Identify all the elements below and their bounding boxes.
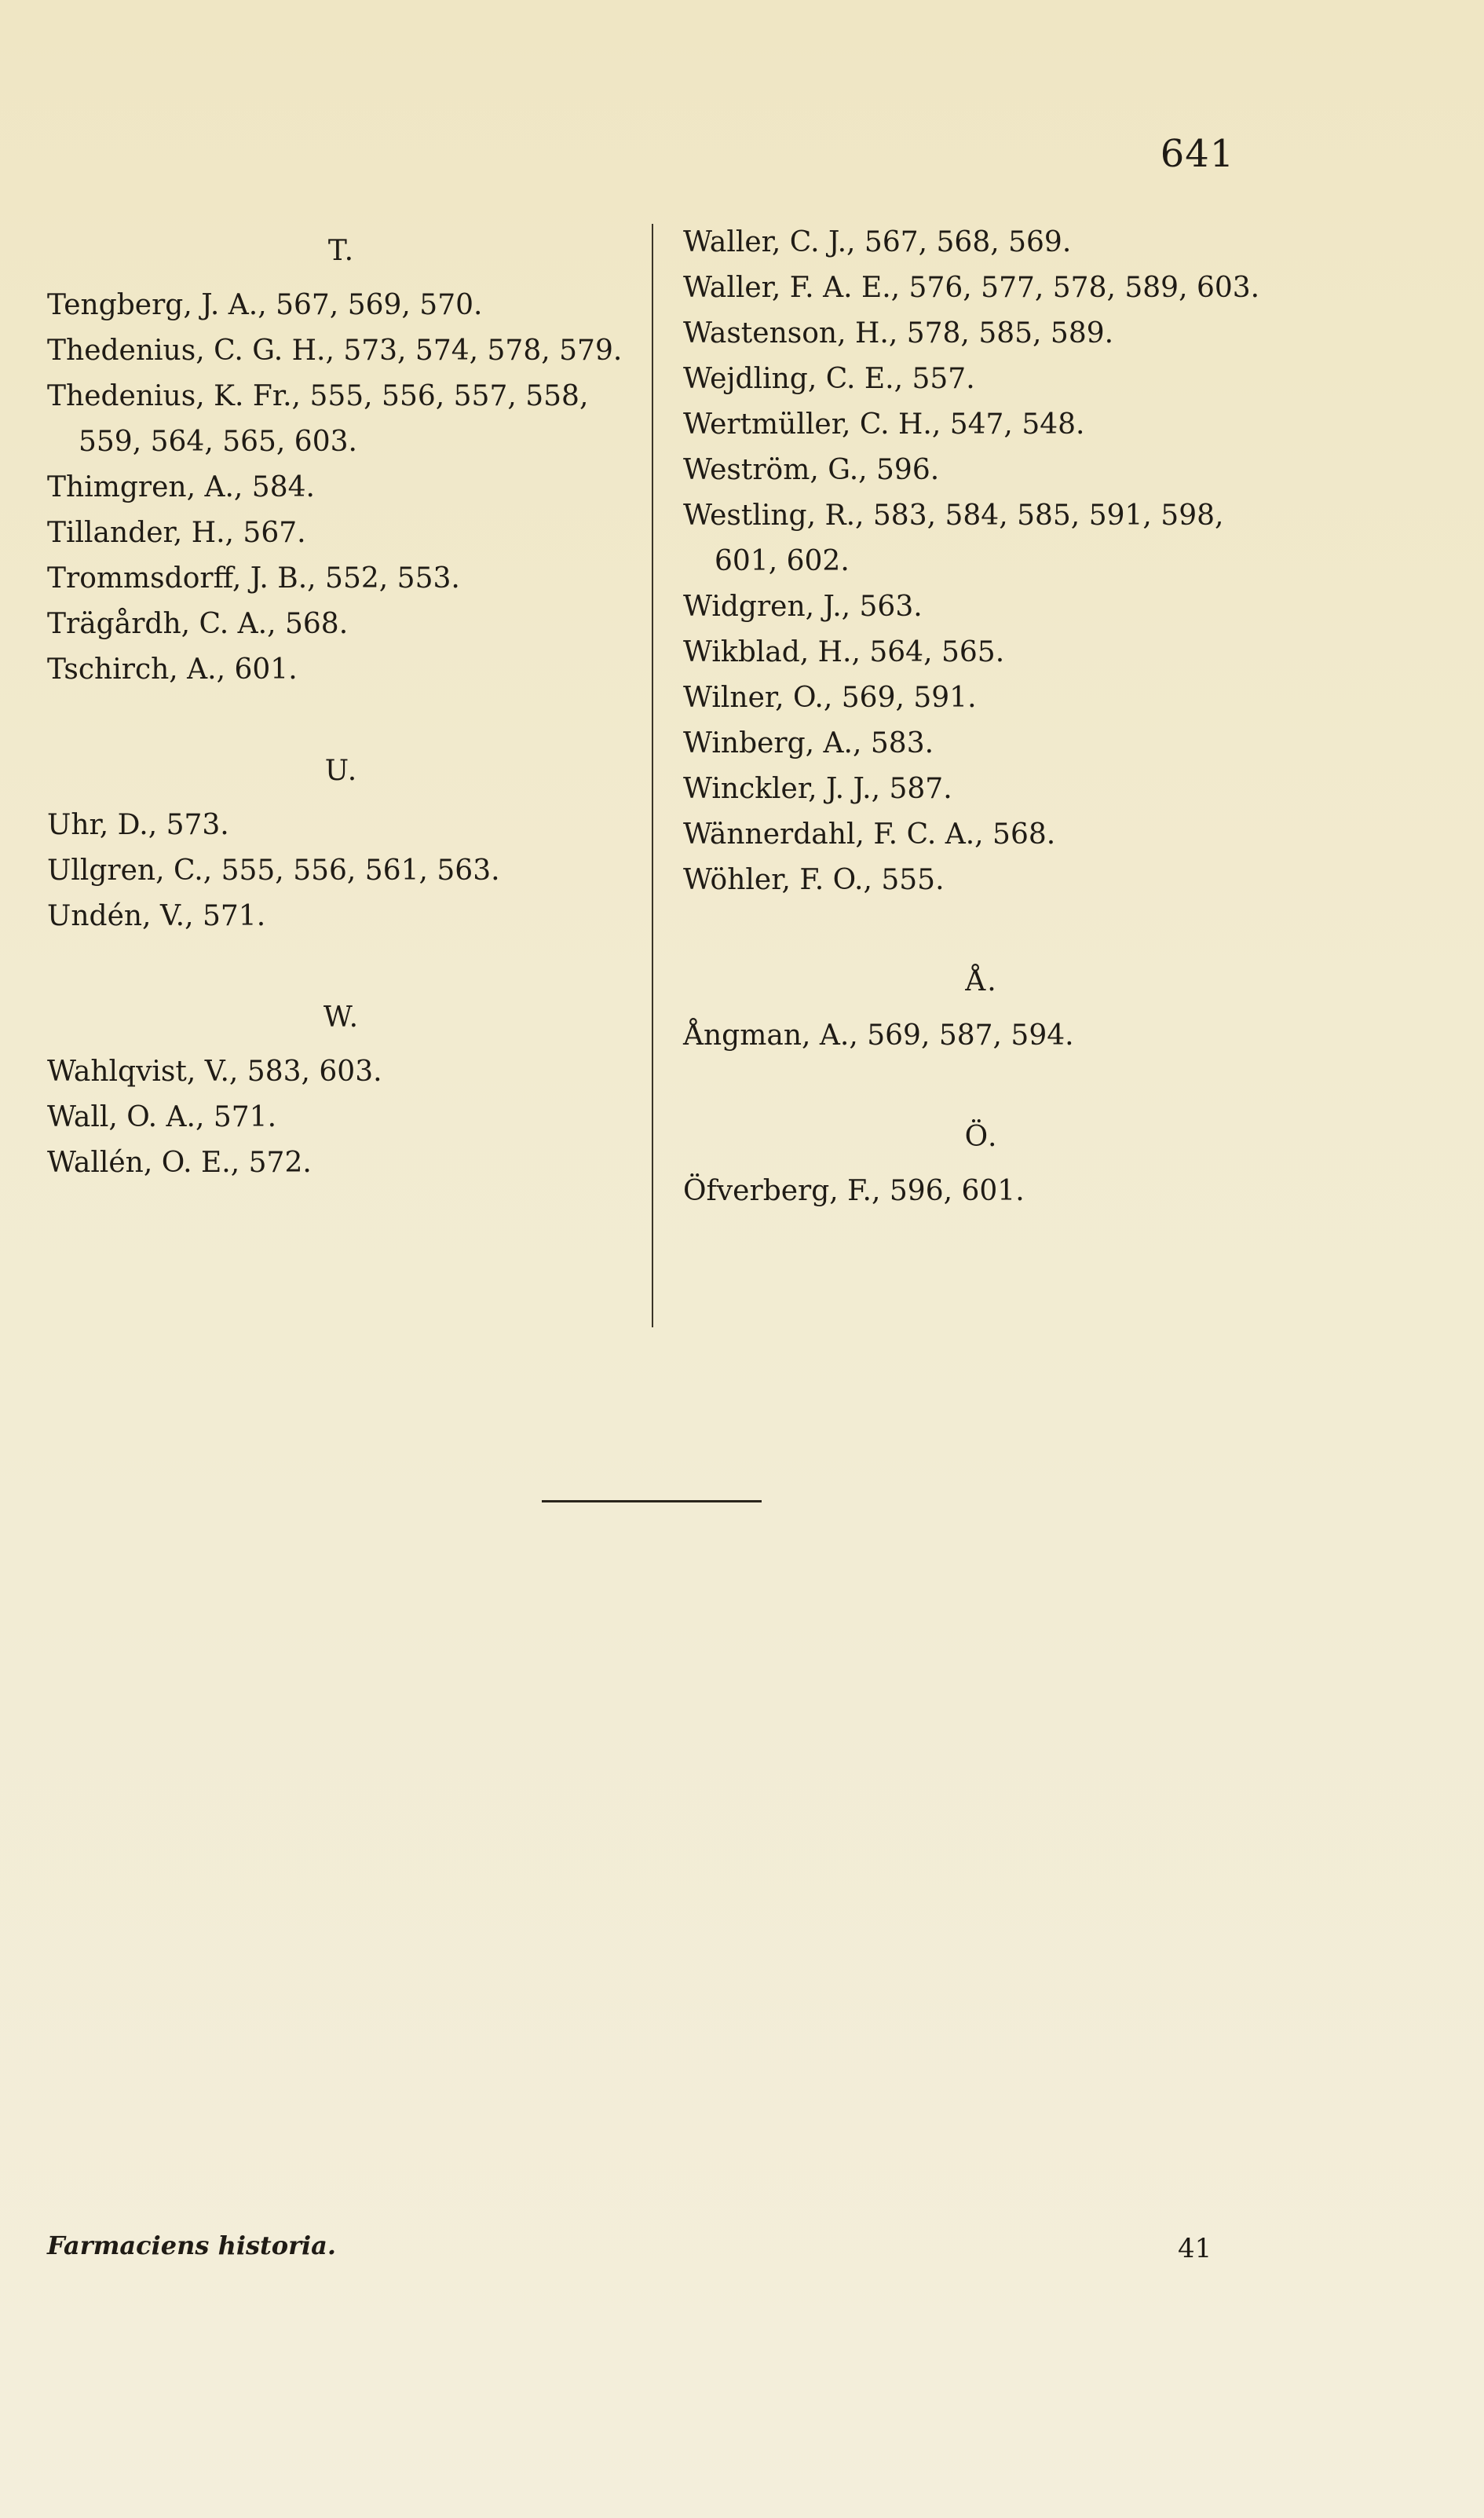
- section-gap: [683, 903, 1280, 950]
- index-entry: Trommsdorff, J. B., 552, 553.: [47, 562, 460, 595]
- section-gap: [47, 939, 652, 986]
- index-entry: Trägårdh, C. A., 568.: [47, 608, 349, 640]
- section-letter-heading: Ö.: [964, 1121, 999, 1153]
- index-entry: Wall, O. A., 571.: [47, 1101, 277, 1133]
- index-entry: Waller, F. A. E., 576, 577, 578, 589, 603.: [683, 272, 1260, 304]
- index-entry: Undén, V., 571.: [47, 900, 266, 932]
- index-entry: Widgren, J., 563.: [683, 591, 923, 623]
- index-column-left: [47, 220, 652, 1186]
- page-number: 641: [1160, 132, 1235, 176]
- index-entry: Uhr, D., 573.: [47, 809, 229, 841]
- index-entry: Wahlqvist, V., 583, 603.: [47, 1056, 382, 1088]
- footer-signature-mark: 41: [1178, 2233, 1212, 2264]
- index-entry: Ångman, A., 569, 587, 594.: [683, 1019, 1074, 1052]
- index-entry: Waller, C. J., 567, 568, 569.: [683, 226, 1072, 258]
- index-entry: Wertmüller, C. H., 547, 548.: [683, 408, 1085, 441]
- end-rule: [542, 1500, 762, 1502]
- index-entry: Öfverberg, F., 596, 601.: [683, 1175, 1025, 1207]
- index-entry: Wilner, O., 569, 591.: [683, 682, 977, 714]
- index-entry: Tengberg, J. A., 567, 569, 570.: [47, 289, 483, 321]
- section-gap: [47, 693, 652, 740]
- index-entry: Thedenius, K. Fr., 555, 556, 557, 558, 559, 564, 565, 603.: [47, 380, 589, 458]
- index-entry: Wännerdahl, F. C. A., 568.: [683, 818, 1056, 851]
- index-entry: Wejdling, C. E., 557.: [683, 363, 975, 395]
- index-entry: Winberg, A., 583.: [683, 727, 934, 759]
- index-entry: Tschirch, A., 601.: [47, 653, 298, 686]
- section-gap: [683, 1059, 1280, 1106]
- section-letter-heading: Å.: [965, 965, 998, 997]
- index-entry: Winckler, J. J., 587.: [683, 773, 952, 805]
- section-letter-heading: T.: [327, 235, 356, 267]
- index-entry: Wastenson, H., 578, 585, 589.: [683, 317, 1114, 350]
- index-entry: Thedenius, C. G. H., 573, 574, 578, 579.: [47, 335, 623, 367]
- section-letter-heading: U.: [324, 755, 359, 787]
- index-entry: Wöhler, F. O., 555.: [683, 864, 945, 896]
- index-entry: Wikblad, H., 564, 565.: [683, 636, 1005, 668]
- index-column-right: [683, 220, 1280, 1214]
- column-divider: [652, 224, 653, 1327]
- index-entry: Wallén, O. E., 572.: [47, 1147, 312, 1179]
- footer-book-title: Farmaciens historia.: [47, 2231, 337, 2260]
- index-entry: Tillander, H., 567.: [47, 517, 306, 549]
- index-entry: Thimgren, A., 584.: [47, 471, 315, 503]
- index-entry: Ullgren, C., 555, 556, 561, 563.: [47, 855, 500, 887]
- index-entry: Westling, R., 583, 584, 585, 591, 598, 601, 602.: [683, 500, 1224, 577]
- section-letter-heading: W.: [323, 1001, 360, 1034]
- index-entry: Weström, G., 596.: [683, 454, 940, 486]
